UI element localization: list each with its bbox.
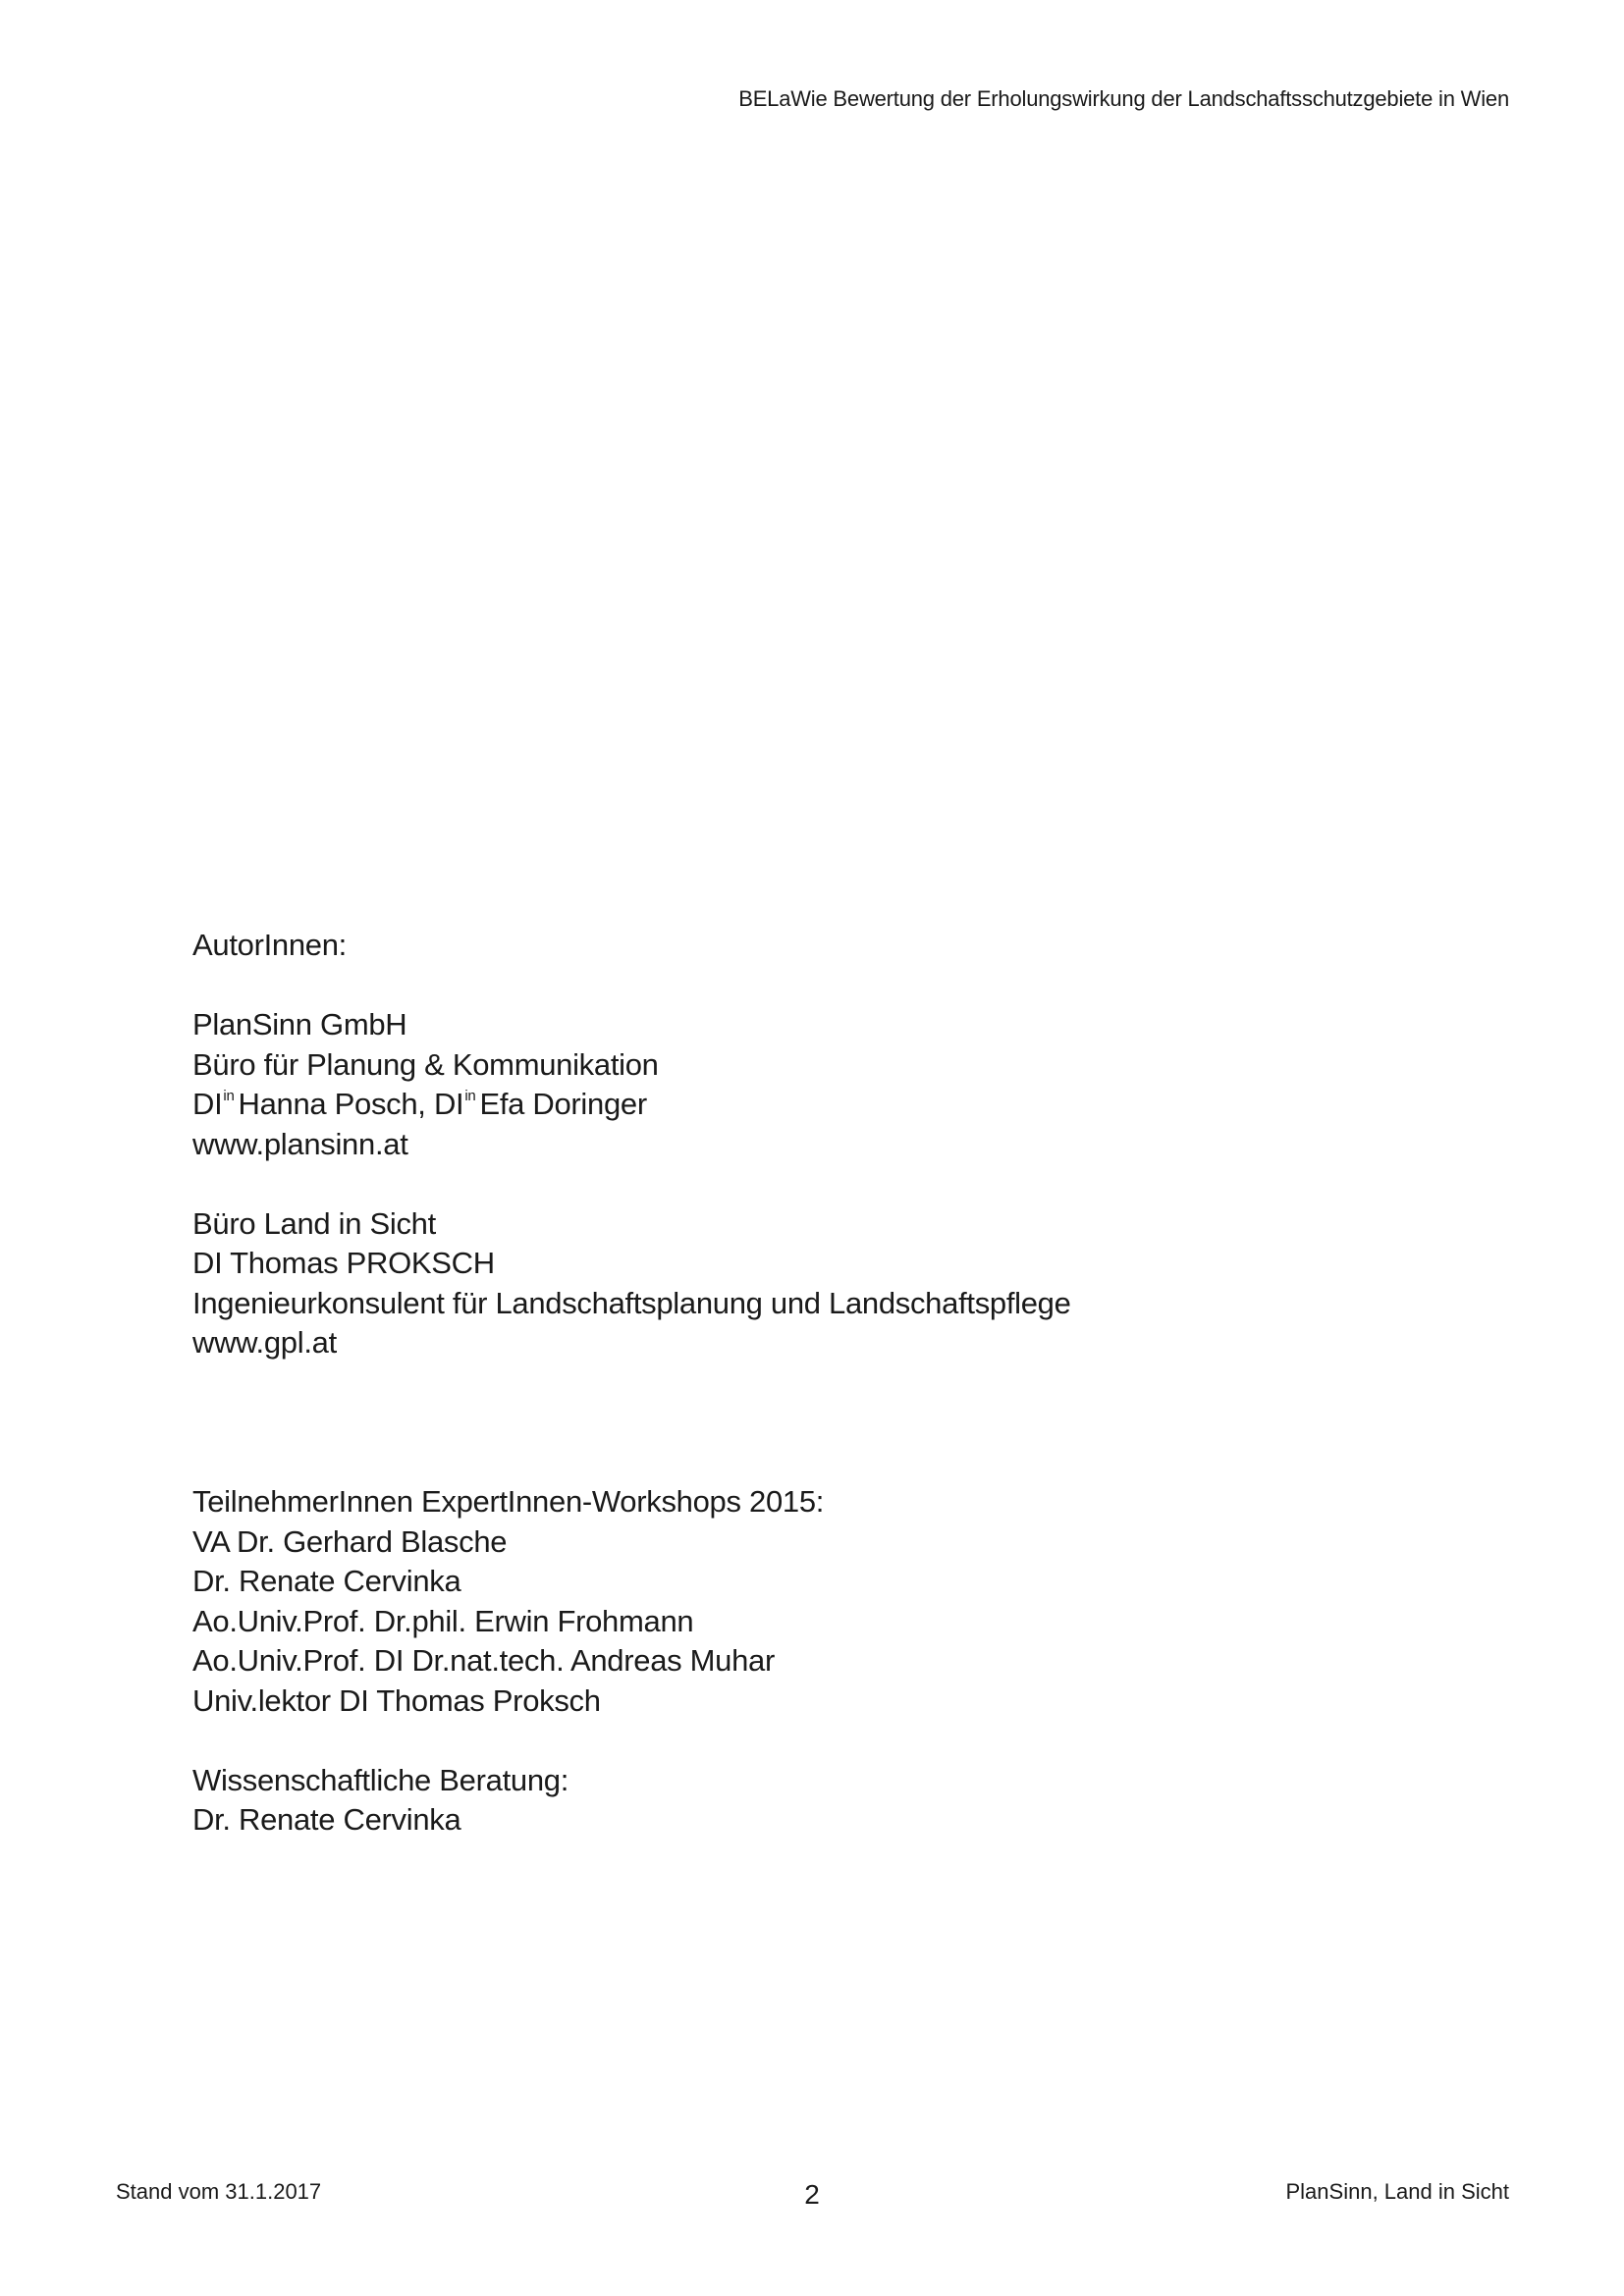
page-number: 2 [804, 2179, 820, 2210]
plansinn-name: PlanSinn GmbH [192, 1007, 407, 1041]
person1-name: Hanna Posch, [238, 1087, 426, 1121]
workshops-block [192, 1482, 1469, 1721]
plansinn-people [192, 1085, 1469, 1125]
footer-date: Stand vom 31.1.2017 [116, 2179, 322, 2204]
person2-title: DI [433, 1087, 464, 1121]
plansinn-subtitle: Büro für Planung & Kommunikation [192, 1046, 659, 1082]
land-in-sicht-name: Büro Land in Sicht [192, 1205, 436, 1241]
participant-item: Dr. Renate Cervinka [192, 1564, 461, 1598]
authors-heading: AutorInnen: [192, 928, 347, 962]
running-header: BELaWie Bewertung der Erholungswirkung der Landschaftsschutzgebiete in Wien [738, 86, 1509, 111]
participant-item: VA Dr. Gerhard Blasche [192, 1523, 508, 1559]
person1-title: DI [192, 1087, 223, 1121]
land-in-sicht-role: Ingenieurkonsulent für Landschaftsplanung und Landschaftspflege [192, 1285, 1071, 1320]
participant-item: Ao.Univ.Prof. DI Dr.nat.tech. Andreas Muhar [192, 1643, 776, 1678]
person1-title-sup: in [223, 1088, 235, 1104]
person2-name: Efa Doringer [479, 1087, 647, 1121]
footer-authors: PlanSinn, Land in Sicht [1285, 2179, 1509, 2204]
advisory-heading: Wissenschaftliche Beratung: [192, 1762, 569, 1797]
land-in-sicht-person: DI Thomas PROKSCH [192, 1246, 495, 1280]
participant-item: Ao.Univ.Prof. Dr.phil. Erwin Frohmann [192, 1603, 694, 1638]
advisory-block [192, 1761, 1469, 1841]
land-in-sicht-website: www.gpl.at [192, 1325, 337, 1360]
workshops-heading: TeilnehmerInnen ExpertInnen-Workshops 2015: [192, 1484, 825, 1519]
land-in-sicht-block [192, 1204, 1469, 1363]
plansinn-website: www.plansinn.at [192, 1126, 408, 1161]
credits-section [192, 926, 1469, 1841]
advisory-person: Dr. Renate Cervinka [192, 1802, 461, 1837]
plansinn-block [192, 1005, 1469, 1164]
person2-title-sup: in [464, 1088, 476, 1104]
participant-item: Univ.lektor DI Thomas Proksch [192, 1682, 601, 1718]
